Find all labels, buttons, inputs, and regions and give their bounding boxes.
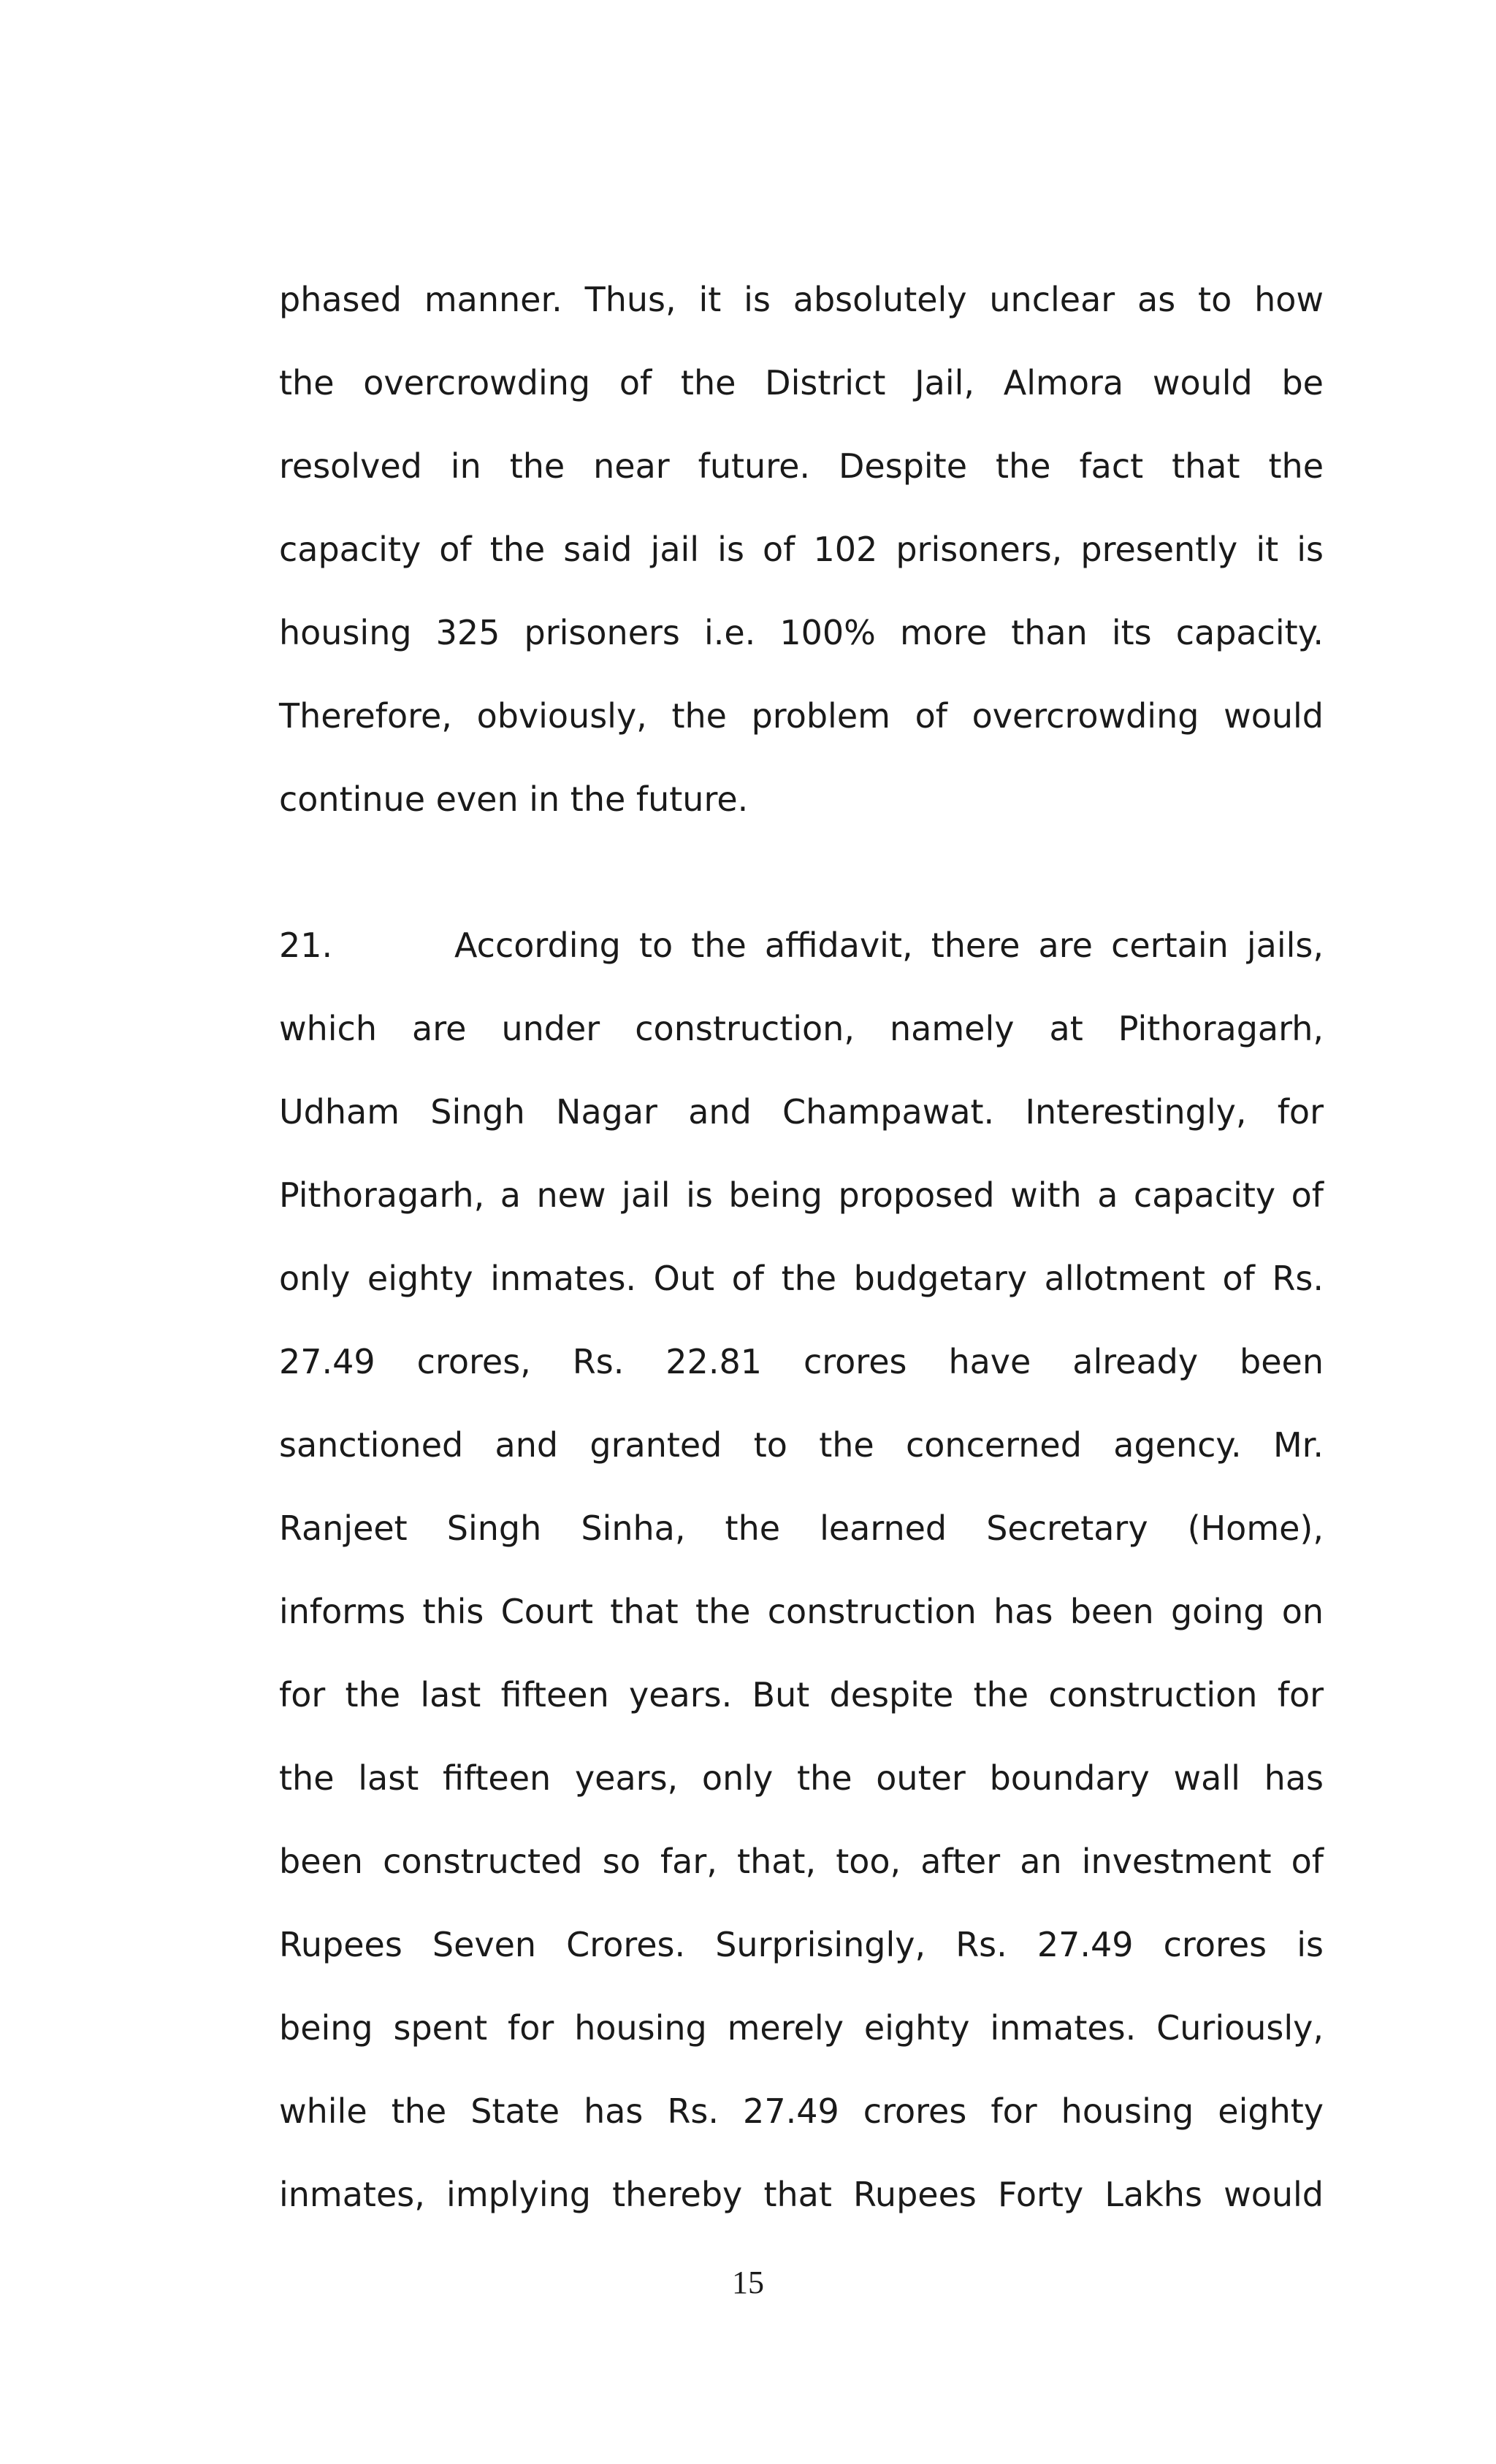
text-line: phased manner. Thus, it is absolutely unclear as to how <box>279 280 1324 319</box>
text-line: the overcrowding of the District Jail, Almora would be <box>279 363 1324 403</box>
text-line: According to the affidavit, there are certain jails, <box>454 926 1324 965</box>
text-line: Ranjeet Singh Sinha, the learned Secretary (Home), <box>279 1508 1324 1548</box>
text-line: while the State has Rs. 27.49 crores for housing eighty <box>279 2091 1324 2131</box>
text-line: 27.49 crores, Rs. 22.81 crores have already been <box>279 1342 1324 1381</box>
text-line: sanctioned and granted to the concerned agency. Mr. <box>279 1425 1324 1465</box>
text-line: housing 325 prisoners i.e. 100% more than its capacity. <box>279 613 1324 652</box>
text-line: for the last fifteen years. But despite the construction for <box>279 1675 1324 1714</box>
text-line: been constructed so far, that, too, after an investment of <box>279 1842 1324 1881</box>
page-number: 15 <box>732 2265 764 2300</box>
text-line: inmates, implying thereby that Rupees Forty Lakhs would <box>279 2175 1324 2214</box>
text-line: the last fifteen years, only the outer boundary wall has <box>279 1758 1324 1798</box>
text-line: resolved in the near future. Despite the fact that the <box>279 446 1324 486</box>
text-line: which are under construction, namely at Pithoragarh, <box>279 1009 1324 1048</box>
paragraph-21-first-line <box>279 923 1324 967</box>
text-line: Rupees Seven Crores. Surprisingly, Rs. 27.49 crores is <box>279 1925 1324 1964</box>
text-line: Pithoragarh, a new jail is being proposed with a capacity of <box>279 1175 1324 1215</box>
text-line: only eighty inmates. Out of the budgetary allotment of Rs. <box>279 1259 1324 1298</box>
text-line: continue even in the future. <box>279 779 749 819</box>
text-line: Therefore, obviously, the problem of overcrowding would <box>279 696 1324 736</box>
text-line: being spent for housing merely eighty inmates. Curiously, <box>279 2008 1324 2048</box>
text-line: Udham Singh Nagar and Champawat. Interestingly, for <box>279 1092 1324 1132</box>
paragraph-number: 21. <box>279 926 333 965</box>
text-line: capacity of the said jail is of 102 prisoners, presently it is <box>279 530 1324 569</box>
text-line: informs this Court that the construction has been going on <box>279 1592 1324 1631</box>
